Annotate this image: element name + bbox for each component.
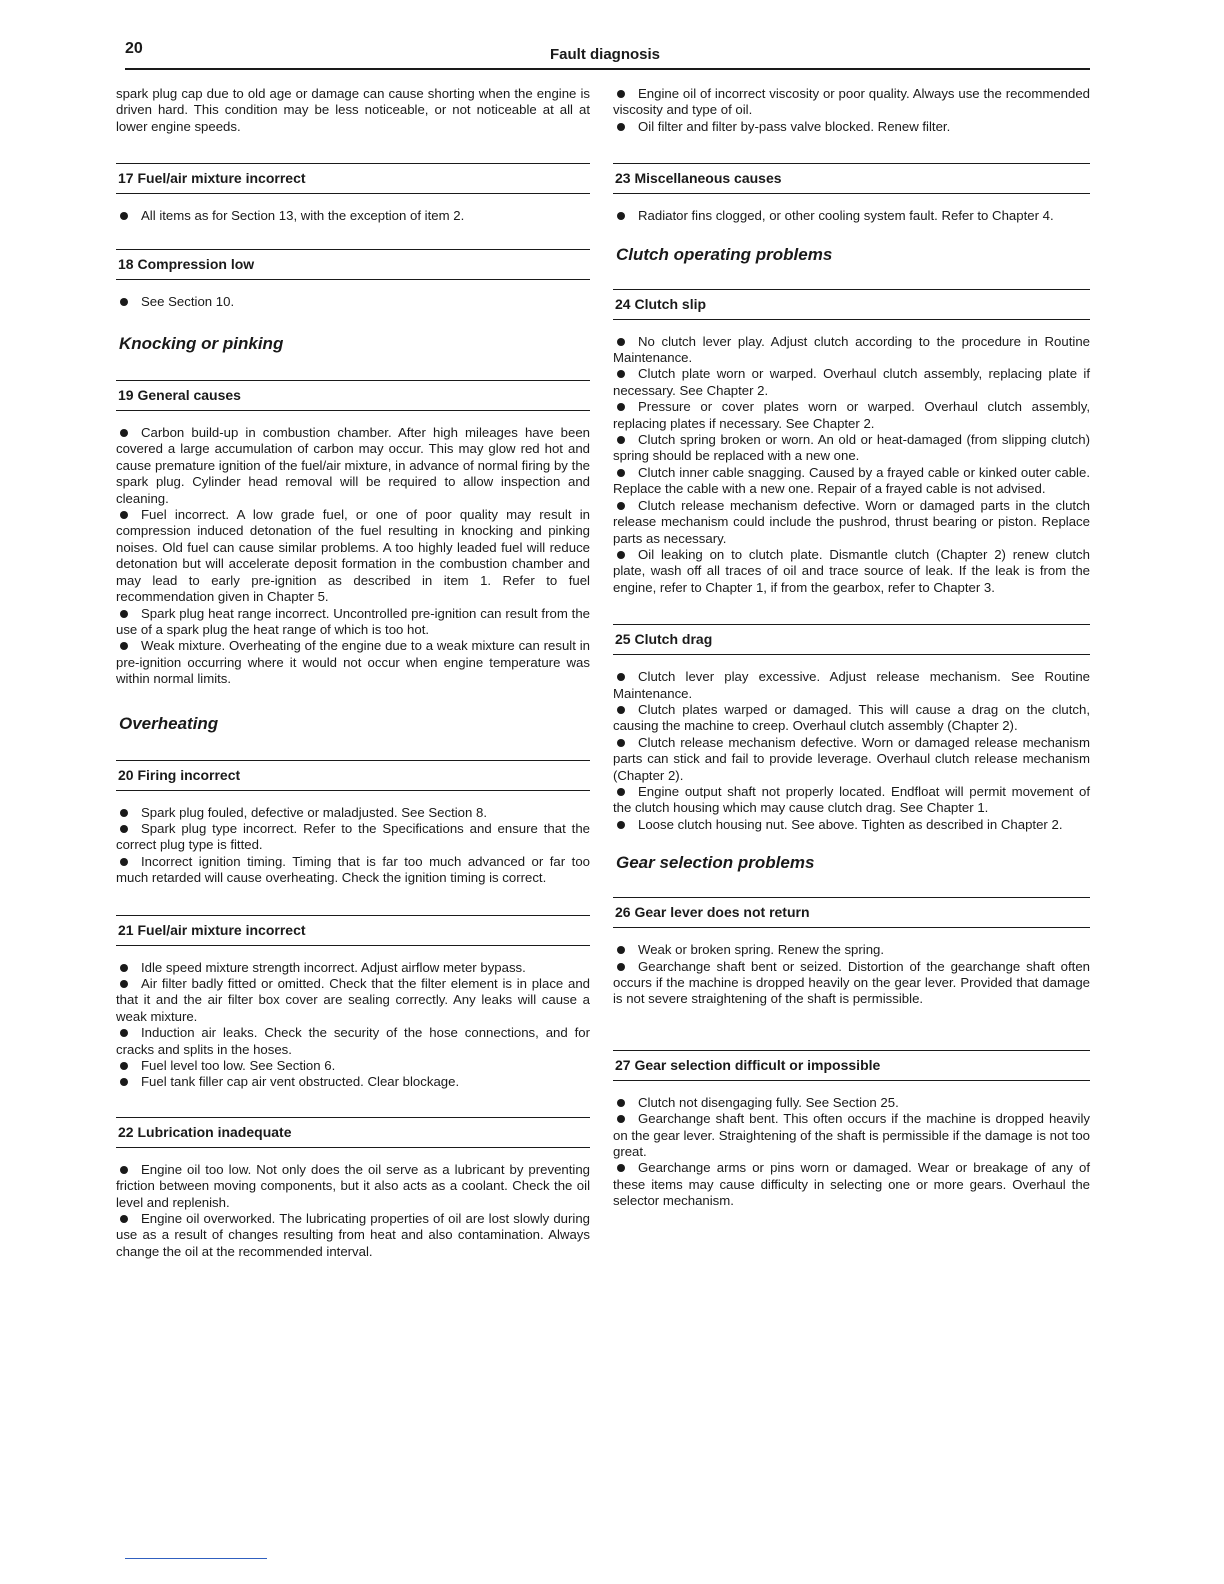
list-item: Induction air leaks. Check the security of the hose connections, and for cracks and splits in the hoses. [116,1025,590,1057]
section-heading-17: 17 Fuel/air mixture incorrect [116,163,590,194]
bullet-icon [617,551,625,559]
group-heading-gear: Gear selection problems [616,853,815,873]
list-item: Clutch lever play excessive. Adjust release mechanism. See Routine Maintenance. [613,669,1090,701]
bullet-icon [617,1099,625,1107]
left-column [116,86,590,1260]
bullet-icon [120,1166,128,1174]
bullet-icon [120,980,128,988]
bullet-icon [617,706,625,714]
list-item: Carbon build-up in combustion chamber. After high mileages have been covered a large accumulation of carbon may occur. This may glow red hot and cause premature ignition of the fuel/air mixture, in advance of normal firing by the spark plug. Cylinder head removal will be required to allow inspection and cleaning. [116,425,590,506]
bullet-icon [617,436,625,444]
bullet-icon [617,673,625,681]
bullet-icon [120,825,128,833]
list-item: Oil filter and filter by-pass valve blocked. Renew filter. [613,119,1090,135]
group-heading-knocking: Knocking or pinking [119,334,284,354]
section-heading-27: 27 Gear selection difficult or impossible [613,1050,1090,1081]
bullet-icon [617,946,625,954]
section-heading-21: 21 Fuel/air mixture incorrect [116,915,590,946]
bullet-icon [617,469,625,477]
bullet-icon [120,964,128,972]
bullet-icon [120,212,128,220]
bullet-icon [617,1115,625,1123]
list-item: Clutch plate worn or warped. Overhaul clutch assembly, replacing plate if necessary. See Chapter 2. [613,366,1090,398]
list-item: Engine oil overworked. The lubricating properties of oil are lost slowly during use as a result of changes resulting from heat and also contamination. Always change the oil at the recommended interval. [116,1211,590,1259]
list-item: Incorrect ignition timing. Timing that is far too much advanced or far too much retarded will cause overheating. Check the ignition timing is correct. [116,853,590,886]
list-item: Clutch release mechanism defective. Worn or damaged release mechanism parts can stick and fail to provide leverage. Overhaul clutch release mechanism (Chapter 2). [613,734,1090,783]
footer-rule [125,1558,267,1559]
list-item: Fuel incorrect. A low grade fuel, or one of poor quality may result in compression induced detonation of the fuel resulting in knocking and pinking noises. Old fuel can cause similar problems. A too highly leaded fuel will reduce detonation but will accelerate deposit formation in the combustion chamber and may lead to early pre-ignition as described in item 1. Refer to fuel recommendation given in Chapter 5. [116,507,590,605]
intro-paragraph: spark plug cap due to old age or damage can cause shorting when the engine is driven hard. This condition may be less noticeable, or not noticeable at all at lower engine speeds. [116,86,590,134]
section-17-list [116,208,590,224]
section-26-list [613,942,1090,1008]
group-heading-clutch: Clutch operating problems [616,244,833,264]
bullet-icon [617,338,625,346]
list-item: Idle speed mixture strength incorrect. Adjust airflow meter bypass. [116,960,590,976]
section-25-list [613,669,1090,833]
chapter-title: Fault diagnosis [550,46,661,63]
section-heading-22: 22 Lubrication inadequate [116,1117,590,1148]
section-heading-25: 25 Clutch drag [613,624,1090,655]
list-item: Spark plug fouled, defective or maladjusted. See Section 8. [116,805,590,821]
bullet-icon [120,1029,128,1037]
section-24-list [613,334,1090,597]
bullet-icon [120,610,128,618]
list-item: Weak or broken spring. Renew the spring. [613,942,1090,958]
list-item: Spark plug type incorrect. Refer to the Specifications and ensure that the correct plug type is fitted. [116,820,590,853]
intro-list [613,86,1090,135]
bullet-icon [120,429,128,437]
list-item: Clutch not disengaging fully. See Section 25. [613,1095,1090,1111]
list-item: Clutch inner cable snagging. Caused by a frayed cable or kinked outer cable. Replace the cable with a new one. Repair of a frayed cable is not advised. [613,464,1090,497]
bullet-icon [120,511,128,519]
bullet-icon [120,858,128,866]
bullet-icon [617,821,625,829]
list-item: Engine oil of incorrect viscosity or poor quality. Always use the recommended viscosity and type of oil. [613,86,1090,118]
list-item: No clutch lever play. Adjust clutch according to the procedure in Routine Maintenance. [613,333,1090,366]
list-item: Gearchange arms or pins worn or damaged. Wear or breakage of any of these items may cause difficulty in selecting one or more gears. Overhaul the selector mechanism. [613,1160,1090,1209]
bullet-icon [617,403,625,411]
bullet-icon [120,809,128,817]
section-heading-19: 19 General causes [116,380,590,411]
list-item: Clutch spring broken or worn. An old or heat-damaged (from slipping clutch) spring should be replaced with a new one. [613,432,1090,464]
list-item: Pressure or cover plates worn or warped. Overhaul clutch assembly, replacing plates if necessary. See Chapter 2. [613,399,1090,431]
list-item: Engine output shaft not properly located. Endfloat will permit movement of the clutch housing which may cause clutch drag. See Chapter 1. [613,783,1090,816]
section-22-list [116,1162,590,1260]
list-item: Gearchange shaft bent. This often occurs if the machine is dropped heavily on the gear lever. Straightening of the shaft is permissible if the damage is not too great. [613,1111,1090,1160]
section-21-list [116,960,590,1091]
list-item: Clutch release mechanism defective. Worn or damaged parts in the clutch release mechanism could include the pushrod, thrust bearing or piston. Replace parts as necessary. [613,497,1090,546]
bullet-icon [617,370,625,378]
list-item: Fuel tank filler cap air vent obstructed. Clear blockage. [116,1074,590,1090]
bullet-icon [120,298,128,306]
bullet-icon [617,212,625,220]
list-item: Loose clutch housing nut. See above. Tighten as described in Chapter 2. [613,817,1090,833]
group-heading-overheating: Overheating [119,713,219,733]
section-heading-18: 18 Compression low [116,249,590,280]
section-heading-24: 24 Clutch slip [613,289,1090,320]
list-item: Oil leaking on to clutch plate. Dismantle clutch (Chapter 2) renew clutch plate, wash off all traces of oil and trace source of leak. If the leak is from the engine, refer to Chapter 1, if from the gearbox, refer to Chapter 3. [613,546,1090,595]
section-27-list [613,1095,1090,1210]
page-header [125,38,1090,70]
bullet-icon [120,1078,128,1086]
list-item: Air filter badly fitted or omitted. Check that the filter element is in place and that it and the air filter box cover are sealing correctly. Any leaks will cause a weak mixture. [116,975,590,1024]
section-heading-23: 23 Miscellaneous causes [613,163,1090,194]
bullet-icon [617,1164,625,1172]
bullet-icon [120,1215,128,1223]
list-item: Spark plug heat range incorrect. Uncontrolled pre-ignition can result from the use of a spark plug the heat range of which is too hot. [116,605,590,637]
bullet-icon [617,123,625,131]
list-item: Gearchange shaft bent or seized. Distortion of the gearchange shaft often occurs if the machine is dropped heavily on the gear lever. Provided that damage is not severe straightening of the shaft is permissible. [613,958,1090,1007]
bullet-icon [617,90,625,98]
bullet-icon [120,642,128,650]
list-item: All items as for Section 13, with the exception of item 2. [116,208,590,224]
list-item: See Section 10. [116,294,590,310]
bullet-icon [617,739,625,747]
section-20-list [116,805,590,887]
bullet-icon [617,963,625,971]
bullet-icon [617,788,625,796]
section-23-list [613,208,1090,224]
list-item: Radiator fins clogged, or other cooling system fault. Refer to Chapter 4. [613,208,1090,224]
section-18-list [116,294,590,310]
section-19-list [116,425,590,688]
bullet-icon [617,502,625,510]
section-heading-20: 20 Firing incorrect [116,760,590,791]
list-item: Engine oil too low. Not only does the oil serve as a lubricant by preventing friction between moving components, but it also acts as a coolant. Check the oil level and replenish. [116,1161,590,1210]
list-item: Clutch plates warped or damaged. This will cause a drag on the clutch, causing the machine to creep. Overhaul clutch assembly (Chapter 2). [613,701,1090,734]
bullet-icon [120,1062,128,1070]
list-item: Weak mixture. Overheating of the engine due to a weak mixture can result in pre-ignition occurring where it would not occur when engine temperature was within normal limits. [116,638,590,687]
right-column [613,86,1090,1210]
page-number: 20 [125,40,143,57]
section-heading-26: 26 Gear lever does not return [613,897,1090,928]
list-item: Fuel level too low. See Section 6. [116,1058,590,1074]
